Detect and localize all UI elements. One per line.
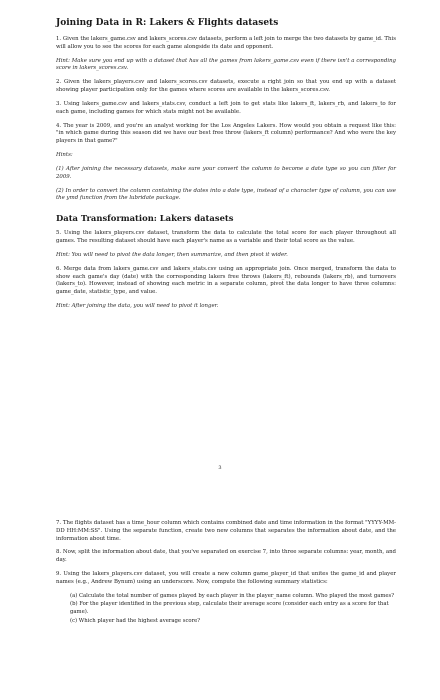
question-5-hint: Hint: You will need to pivot the data longer, then summarize, and then pivot it wider. (56, 251, 288, 258)
question-5: 5. Using the lakers_players.csv dataset, transform the data to calculate the total score for each player throughout all games. The resulting dataset should have each player's name as a variable and their total score as the value. (56, 230, 396, 245)
question-1: 1. Given the lakers_game.csv and lakers_scores.csv datasets, perform a left join to merge the two datasets by game_id. This will allow you to see the scores for each game alongside its date and opponent. (56, 36, 396, 50)
question-9-item-c: (c) Which player had the highest average score? (70, 617, 201, 624)
question-4-hint-1: (1) After joining the necessary datasets, make sure your convert the column to become a date type so you can filter for 2009. (56, 165, 396, 180)
page-number: 3 (218, 465, 222, 471)
question-2: 2. Given the lakers_players.csv and lakers_scores.csv datasets, execute a right join so that you end up with a dataset showing player participation only for the games where scores are available in the lakers_scores.csv. (56, 79, 396, 94)
question-3: 3. Using lakers_game.csv and lakers_stats.csv, conduct a left join to get stats like lakers_ft, lakers_rb, and lakers_to for each game, including games for which stats might not be available. (56, 100, 396, 115)
section-title-transformation: Data Transformation: Lakers datasets (56, 213, 234, 224)
question-6: 6. Merge data from lakers_game.csv and lakers_stats.csv using an appropriate join. Once merged, transform the data to show each game's day (date) with the corresponding lakers free throws (lakers_ft), rebounds (lakers_rb), and turnovers (lakers_to). However, instead of showing each metric in a separate column, pivot the data longer to have three columns: game_date, statistic_type, and value. (56, 265, 396, 296)
question-4-hints-label: Hints: (56, 152, 73, 159)
question-7: 7. The flights dataset has a time_hour column which contains combined date and time information in the format "YYYY-MM-DD HH:MM:SS". Using the separate function, create two new columns that separates the information about date, and the information about time. (56, 520, 396, 542)
question-9: 9. Using the lakers_players.csv dataset, you will create a new column game_player_id that unites the game_id and player names (e.g., Andrew Bynum) using an underscore. Now, compute the following summary statistics: (56, 571, 396, 585)
document-title: Joining Data in R: Lakers & Flights datasets (56, 18, 279, 28)
question-4: 4. The year is 2009, and you're an analyst working for the Los Angeles Lakers. How would you obtain a request like this: "in which game during this season did we have our best free throw (lakers_ft column) performance? And who were the key players in that game?" (56, 122, 396, 145)
question-1-hint: Hint: Make sure you end up with a dataset that has all the games from lakers_game.csv even if there isn't a corresponding score in lakers_scores.csv. (56, 57, 396, 72)
page-top-content (56, 18, 396, 317)
question-6-hint: Hint: After joining the data, you will need to pivot it longer. (56, 303, 219, 310)
page-bottom-content (56, 520, 396, 626)
question-8: 8. Now, split the information about date, that you've separated on exercise 7, into three separate columns: year, month, and day. (56, 549, 396, 564)
question-9-item-a: (a) Calculate the total number of games played by each player in the player_name column. Who played the most games? (70, 592, 395, 599)
question-9-subitems (70, 593, 396, 626)
question-9-item-b: (b) For the player identified in the previous step, calculate their average score (consider each entry as a score for that game). (70, 601, 389, 616)
question-4-hint-2: (2) In order to convert the column containing the dates into a date type, instead of a character type of column, you can use the ymd function from the lubridate package. (56, 187, 396, 202)
